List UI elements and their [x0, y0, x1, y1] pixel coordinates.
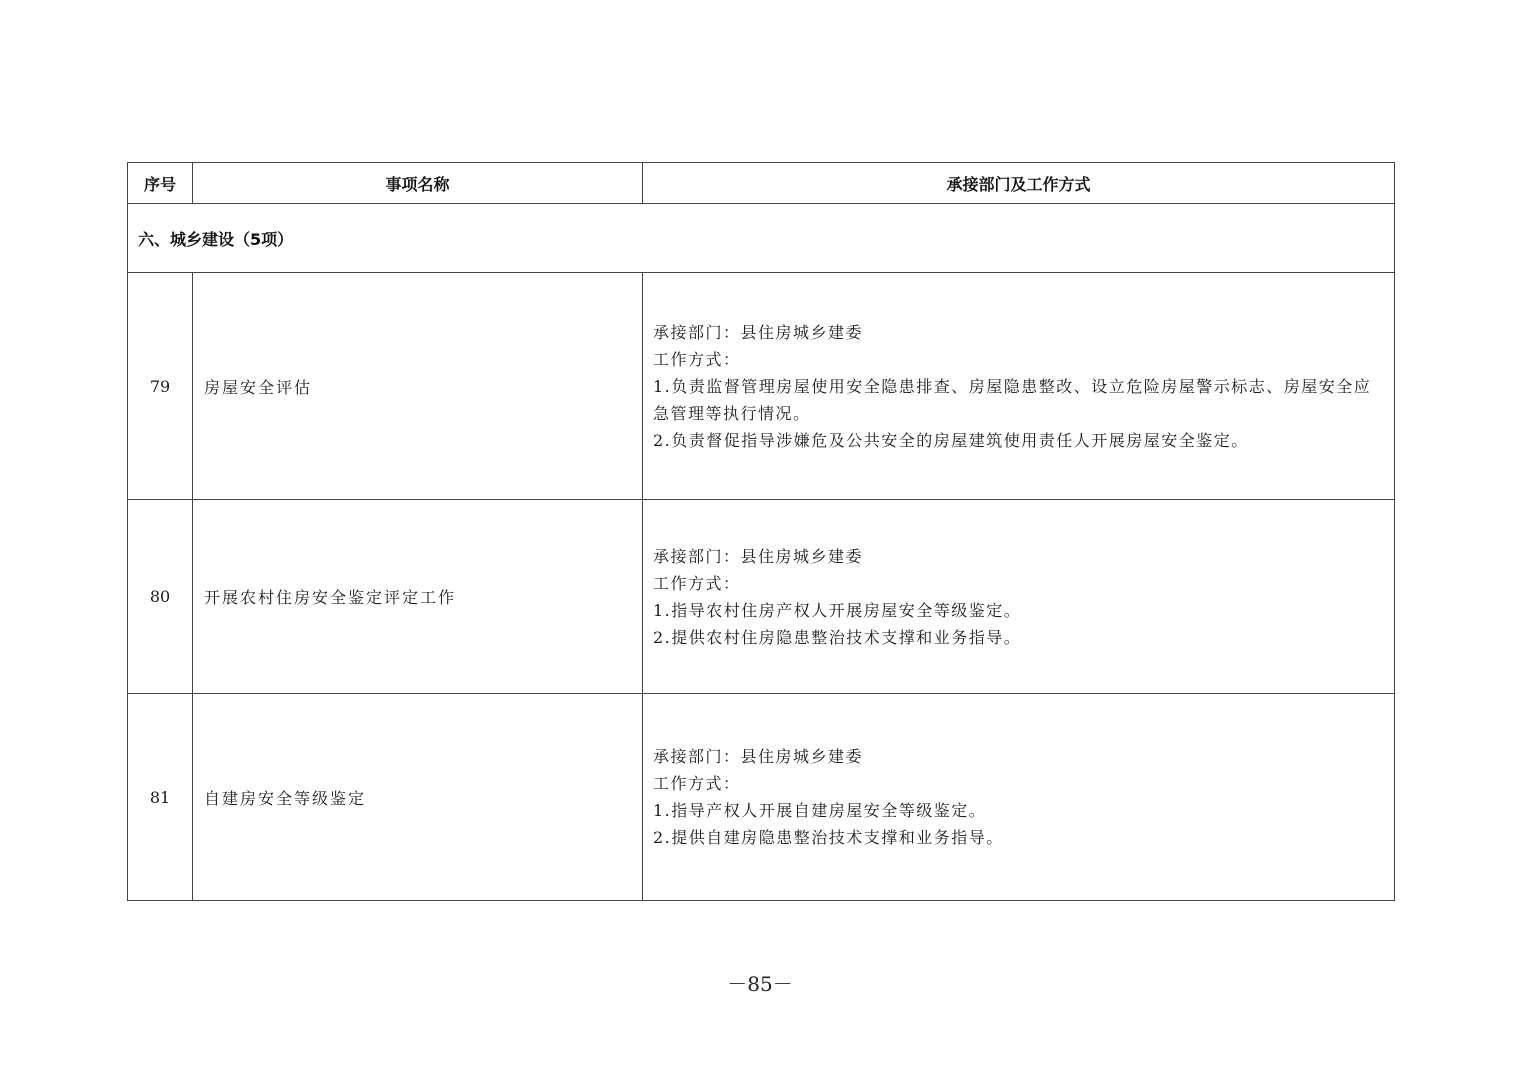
section-title: 六、城乡建设（5项） — [128, 204, 1395, 273]
row-item-name: 房屋安全评估 — [193, 273, 643, 500]
row-number: 80 — [128, 500, 193, 694]
dept-line: 承接部门：县住房城乡建委 — [653, 747, 864, 766]
table-row — [128, 500, 1395, 694]
method-item: 2.提供自建房隐患整治技术支撑和业务指导。 — [653, 828, 1004, 847]
method-label: 工作方式： — [653, 573, 741, 593]
header-no: 序号 — [128, 163, 193, 204]
section-row — [128, 204, 1395, 273]
table-header-row — [128, 163, 1395, 204]
row-item-name: 开展农村住房安全鉴定评定工作 — [193, 500, 643, 694]
method-item: 2.提供农村住房隐患整治技术支撑和业务指导。 — [653, 627, 1022, 647]
row-number: 81 — [128, 694, 193, 901]
method-label: 工作方式： — [653, 349, 741, 369]
dept-line: 承接部门：县住房城乡建委 — [653, 322, 864, 342]
row-number: 79 — [128, 273, 193, 500]
method-item: 1.指导产权人开展自建房屋安全等级鉴定。 — [653, 801, 987, 820]
row-dept-method — [643, 273, 1395, 500]
items-table — [127, 162, 1395, 901]
method-item: 2.负责督促指导涉嫌危及公共安全的房屋建筑使用责任人开展房屋安全鉴定。 — [653, 430, 1249, 450]
table-row — [128, 273, 1395, 500]
method-label: 工作方式： — [653, 774, 741, 793]
header-dept: 承接部门及工作方式 — [643, 163, 1395, 204]
table-row — [128, 694, 1395, 901]
row-item-name: 自建房安全等级鉴定 — [193, 694, 643, 901]
page-number: －85－ — [727, 972, 793, 996]
method-item: 1.负责监督管理房屋使用安全隐患排查、房屋隐患整改、设立危险房屋警示标志、房屋安全应急管理等执行情况。 — [653, 376, 1372, 423]
row-dept-method — [643, 694, 1395, 901]
header-name: 事项名称 — [193, 163, 643, 204]
method-item: 1.指导农村住房产权人开展房屋安全等级鉴定。 — [653, 600, 1022, 620]
row-dept-method — [643, 500, 1395, 694]
dept-line: 承接部门：县住房城乡建委 — [653, 546, 864, 566]
